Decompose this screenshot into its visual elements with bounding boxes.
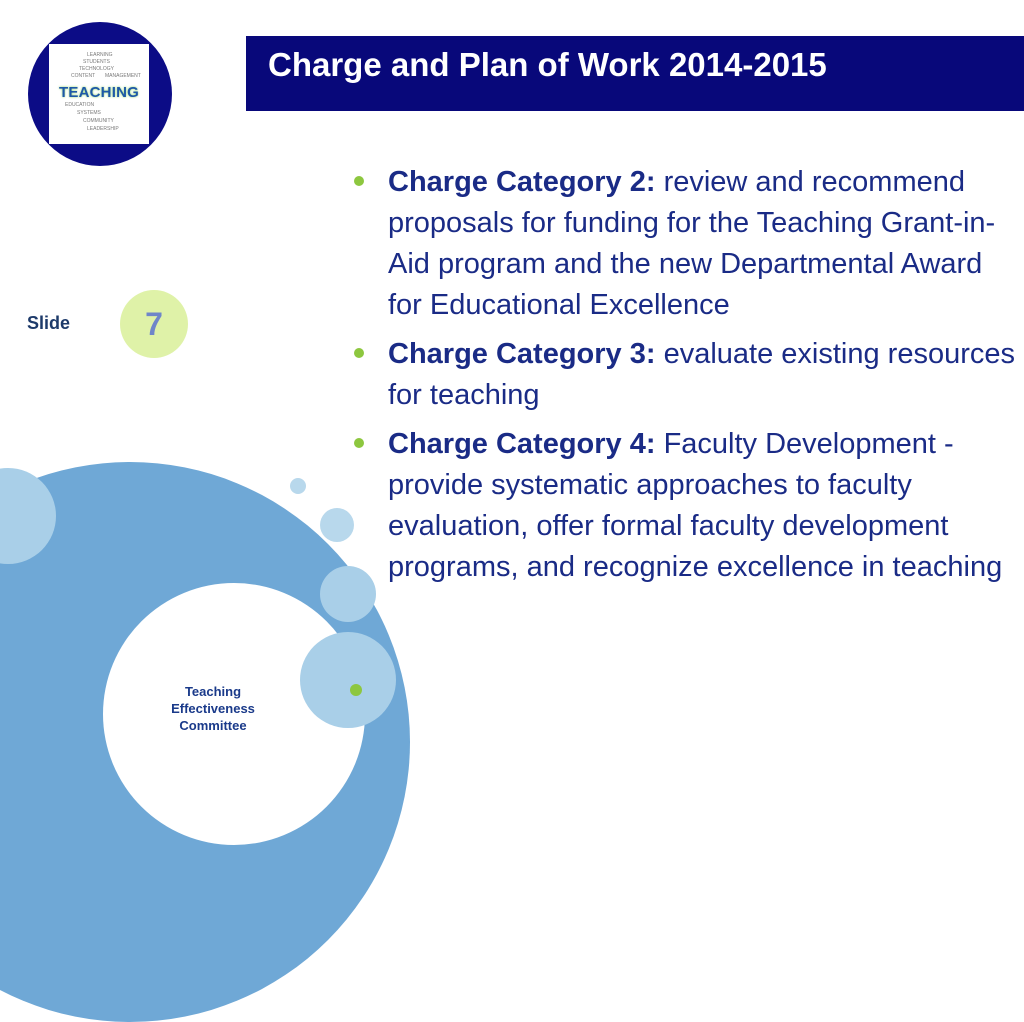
- cloud-word: EDUCATION: [65, 102, 95, 108]
- bullet-label: Charge Category 3:: [388, 338, 656, 370]
- committee-line: Effectiveness: [171, 701, 255, 716]
- slide-label: Slide: [27, 313, 71, 333]
- committee-line: Committee: [179, 718, 247, 733]
- cloud-word: STUDENTS: [83, 59, 110, 65]
- committee-line: Teaching: [184, 684, 242, 699]
- bullet-text: review and recommend proposals for funding for the Teaching Grant-in-Aid program and the new Departmental Award for Educational Excellence: [388, 166, 996, 321]
- cloud-word: CONTENT: [71, 73, 96, 79]
- cloud-word: COMMUNITY: [83, 118, 114, 124]
- cloud-word: MANAGEMENT: [105, 73, 141, 79]
- bullet-text: evaluate existing resources for teaching: [388, 338, 1015, 411]
- bullet-list: [388, 162, 1018, 596]
- logo-word: TEACHING: [59, 84, 139, 101]
- bullet-item: [388, 162, 1018, 326]
- bullet-label: Charge Category 2:: [388, 166, 656, 198]
- committee-name: [150, 683, 276, 734]
- decorative-dot: [300, 632, 396, 728]
- cloud-word: LEADERSHIP: [87, 126, 119, 132]
- bullet-label: Charge Category 4:: [388, 428, 656, 460]
- decorative-dot: [290, 478, 306, 494]
- bullet-dot-icon: [354, 332, 364, 342]
- empty-bullet-dot-icon: [350, 684, 362, 696]
- bullet-text: Faculty Development - provide systematic approaches to faculty evaluation, offer formal faculty development programs, and recognize excellence in teaching: [388, 428, 1003, 583]
- cloud-word: SYSTEMS: [77, 110, 101, 116]
- decorative-dot: [320, 508, 354, 542]
- teaching-logo: [49, 44, 149, 144]
- decorative-dot: [320, 566, 376, 622]
- cloud-word: LEARNING: [87, 52, 113, 58]
- bullet-dot-icon: [354, 160, 364, 170]
- slide-title: Charge and Plan of Work 2014-2015: [268, 46, 827, 83]
- bullet-item: [388, 334, 1018, 416]
- bullet-dot-icon: [354, 422, 364, 432]
- slide-number: 7: [145, 306, 163, 342]
- bullet-item: [388, 424, 1018, 588]
- cloud-word: TECHNOLOGY: [79, 66, 115, 72]
